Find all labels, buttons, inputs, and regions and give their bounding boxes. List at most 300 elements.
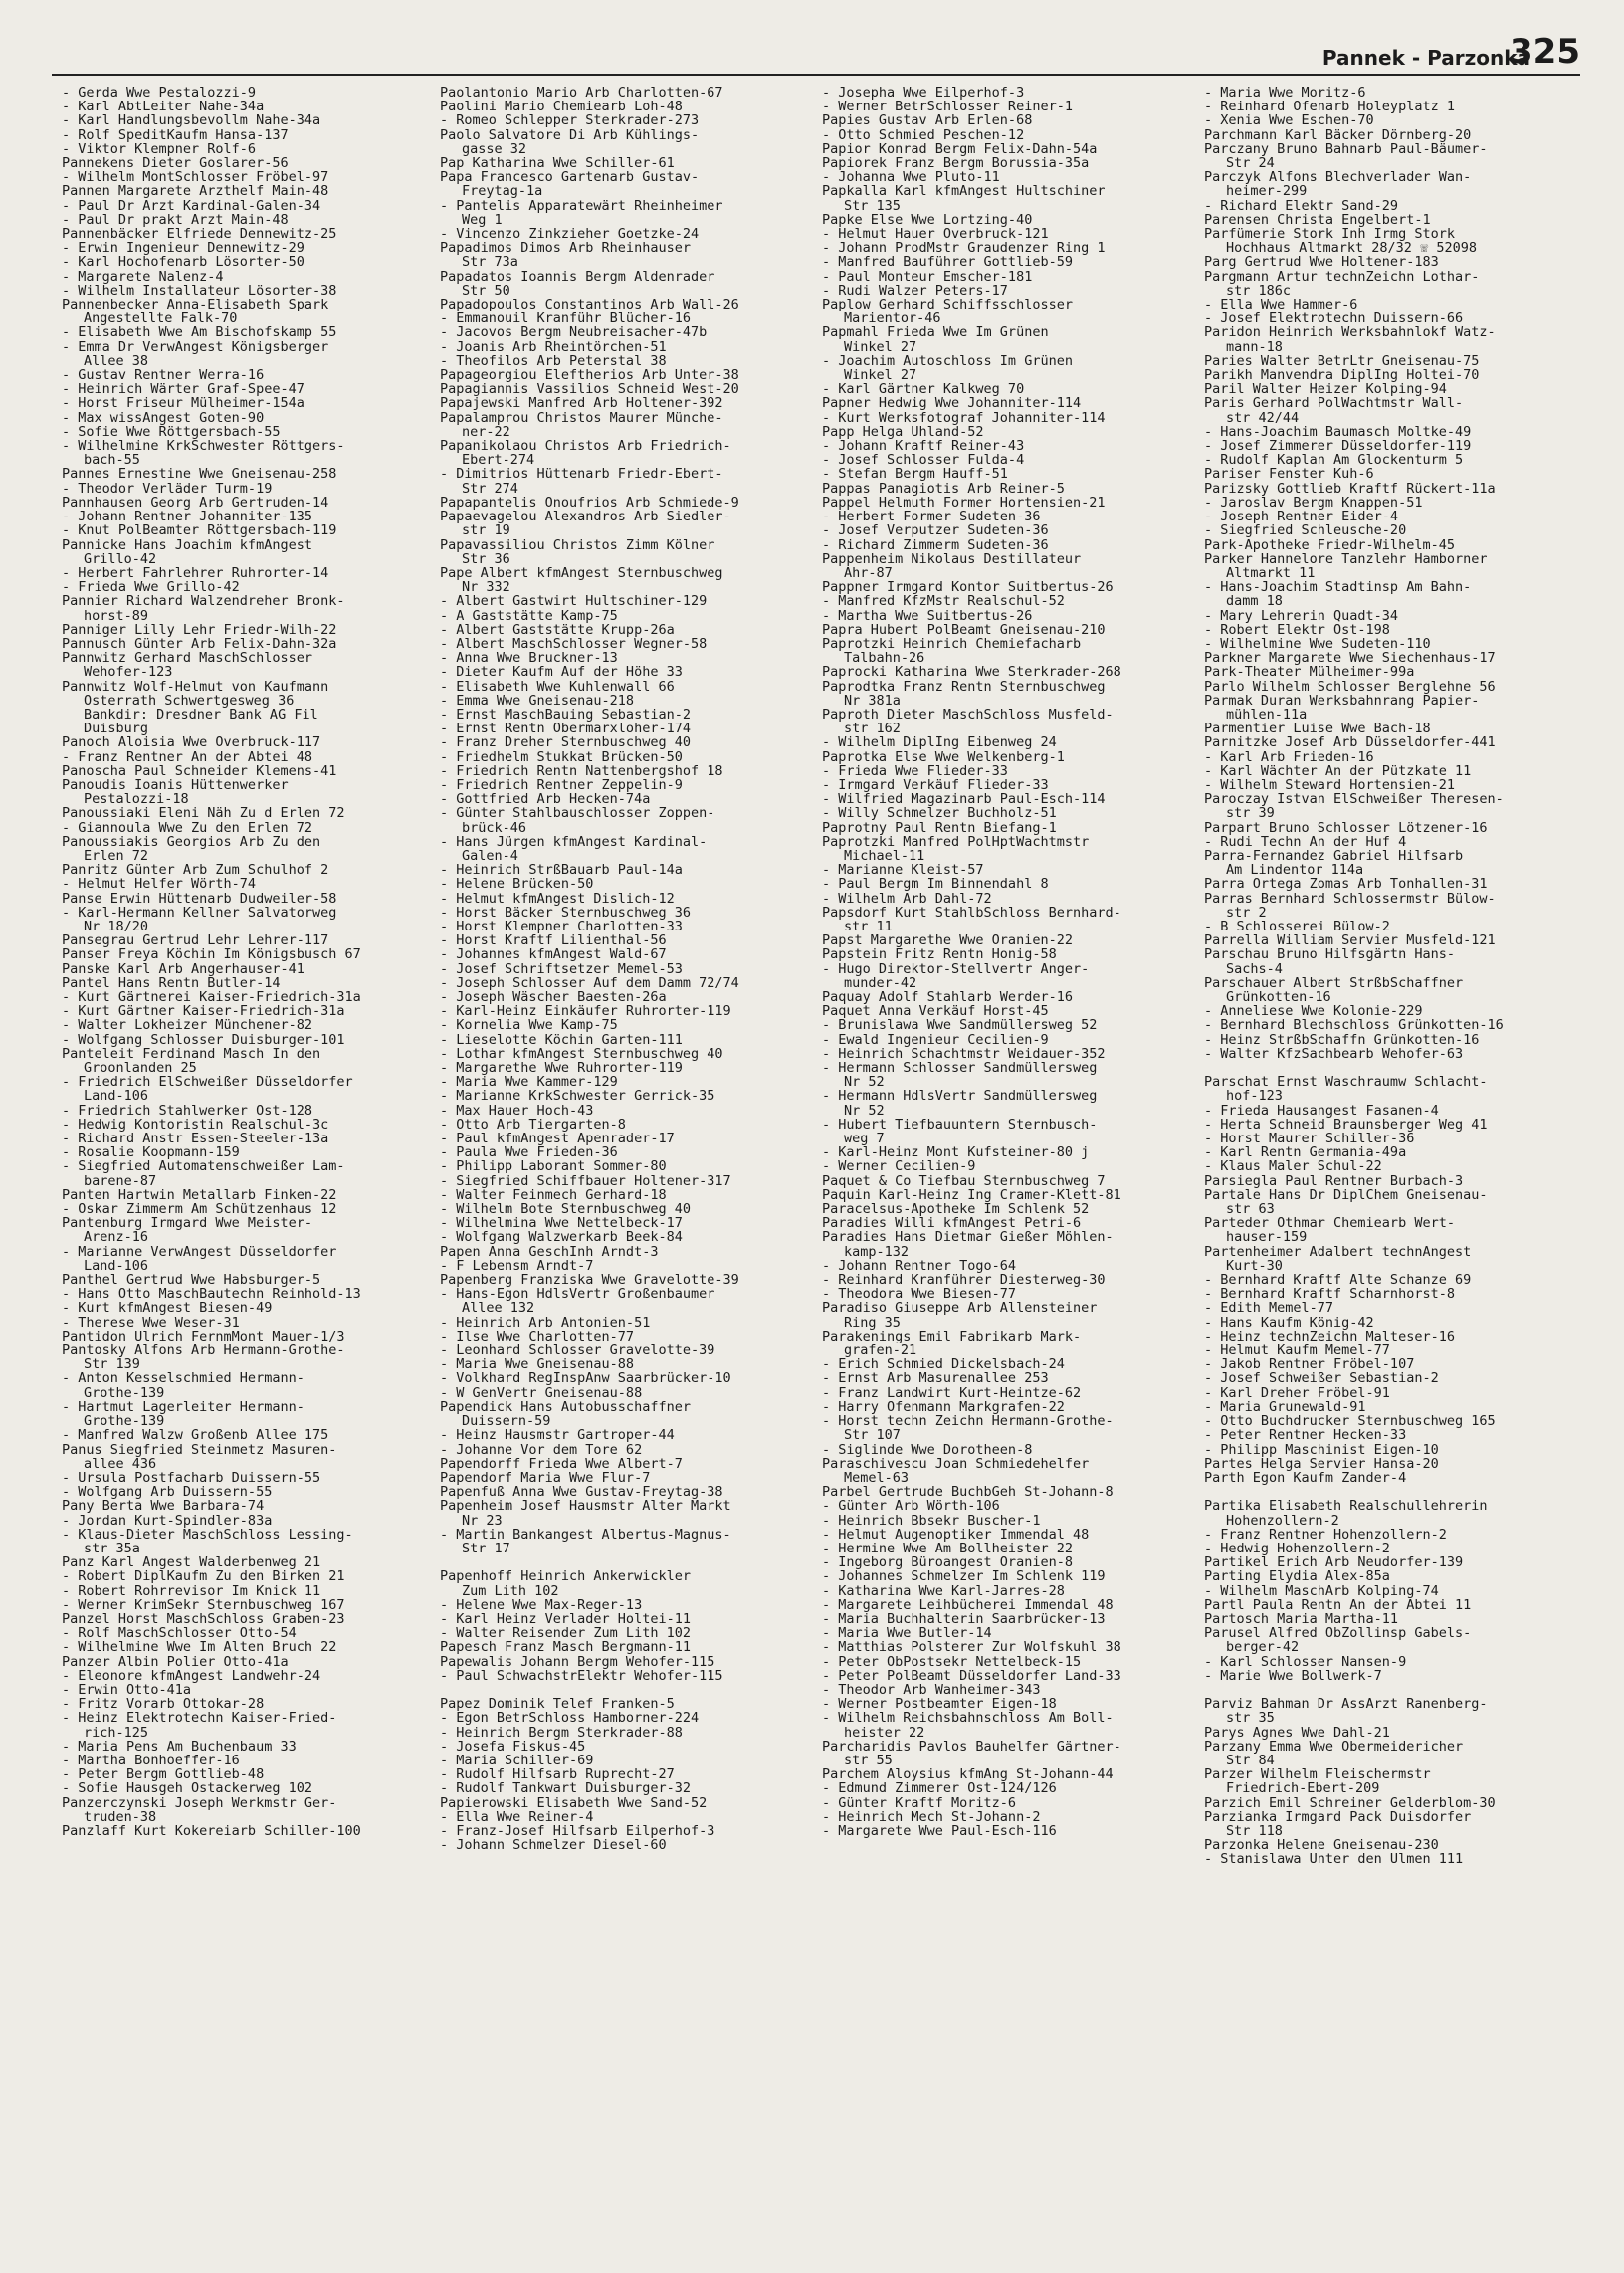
directory-entry: - Harry Ofenmann Markgrafen-22 [822,1399,1065,1415]
directory-entry: Paquet & Co Tiefbau Sternbuschweg 7 [822,1173,1106,1188]
directory-entry: weg 7 [844,1132,885,1146]
directory-entry: - Klaus-Dieter MaschSchloss Lessing- [62,1527,353,1542]
directory-entry: Paplow Gerhard Schiffsschlosser [822,298,1073,312]
directory-entry: Nr 23 [462,1513,503,1528]
directory-entry: - Wilhelm MaschArb Kolping-74 [1204,1583,1439,1598]
directory-entry: - Emma Dr VerwAngest Königsberger [62,339,329,354]
directory-entry: Parzany Emma Wwe Obermeidericher [1204,1739,1464,1754]
directory-entry [440,1555,810,1569]
directory-entry: - Maria Buchhalterin Saarbrücker-13 [822,1611,1106,1627]
directory-entry [1204,1485,1574,1499]
directory-entry: Papa Francesco Gartenarb Gustav- [440,170,700,185]
directory-entry: - Rolf MaschSchlosser Otto-54 [62,1626,297,1641]
directory-entry: Ahr-87 [844,565,893,581]
directory-entry: Angestellte Falk-70 [84,311,238,326]
directory-entry: Parizsky Gottlieb Kraftf Rückert-11a [1204,481,1496,496]
directory-entry: Partosch Maria Martha-11 [1204,1611,1399,1627]
directory-entry: - Kurt Werksfotograf Johanniter-114 [822,410,1106,425]
directory-entry: - Paul Dr prakt Arzt Main-48 [62,212,289,228]
directory-entry: - Rudolf Tankwart Duisburger-32 [440,1781,691,1796]
directory-entry: Papst Margarethe Wwe Oranien-22 [822,933,1073,948]
directory-entry: - Johann Rentner Togo-64 [822,1258,1017,1274]
directory-entry: - Helmut Augenoptiker Immendal 48 [822,1527,1090,1542]
directory-entry: - Maria Wwe Gneisenau-88 [440,1357,635,1372]
directory-entry: Partale Hans Dr DiplChem Gneisenau- [1204,1187,1488,1203]
directory-entry: - Heinz Hausmstr Gartroper-44 [440,1428,675,1443]
directory-entry: Parschat Ernst Waschraumw Schlacht- [1204,1075,1488,1090]
directory-column-4 [1204,86,1574,1867]
directory-entry: - Martha Bonhoeffer-16 [62,1753,240,1768]
directory-entry: - Richard Zimmerm Sudeten-36 [822,537,1049,552]
directory-entry: - Elisabeth Wwe Am Bischofskamp 55 [62,325,337,340]
directory-entry: Paroczay Istvan ElSchweißer Theresen- [1204,792,1504,807]
directory-entry: Papner Hedwig Wwe Johanniter-114 [822,396,1082,411]
directory-entry: Str 50 [462,283,510,299]
directory-entry: - Horst Kraftf Lilienthal-56 [440,933,667,948]
directory-entry: - Werner BetrSchlosser Reiner-1 [822,100,1073,114]
directory-entry: Paquay Adolf Stahlarb Werder-16 [822,990,1073,1005]
directory-entry: Papagiannis Vassilios Schneid West-20 [440,382,739,397]
directory-entry: Paril Walter Heizer Kolping-94 [1204,382,1447,397]
directory-entry: mann-18 [1226,339,1283,354]
directory-entry: - Albert Gastwirt Hultschiner-129 [440,594,708,609]
directory-entry: Str 274 [462,481,518,496]
directory-entry: damm 18 [1226,594,1283,609]
directory-entry: - Marie Wwe Bollwerk-7 [1204,1668,1382,1683]
page-header [52,30,1580,76]
directory-entry: - Albert MaschSchlosser Wegner-58 [440,636,708,652]
directory-entry: Partika Elisabeth Realschullehrerin [1204,1499,1488,1514]
directory-entry: - Wilhelm MontSchlosser Fröbel-97 [62,170,329,185]
directory-entry: Parmentier Luise Wwe Bach-18 [1204,722,1431,736]
directory-entry: Papenhoff Heinrich Ankerwickler [440,1569,691,1584]
directory-entry: - Lieselotte Köchin Garten-111 [440,1032,683,1047]
directory-entry: - Rolf SpeditKaufm Hansa-137 [62,127,289,142]
directory-entry: - Paul Bergm Im Binnendahl 8 [822,877,1049,892]
directory-entry: - Horst Bäcker Sternbuschweg 36 [440,905,691,920]
directory-entry: - Anneliese Wwe Kolonie-229 [1204,1004,1423,1019]
directory-entry: Pantidon Ulrich FernmMont Mauer-1/3 [62,1329,345,1344]
directory-entry: - Wilhelmine Wwe Sudeten-110 [1204,636,1431,652]
directory-entry: - Peter Bergm Gottlieb-48 [62,1767,265,1782]
directory-entry: Weg 1 [462,212,503,228]
directory-entry: - Emma Wwe Gneisenau-218 [440,693,635,708]
directory-entry: Bankdir: Dresdner Bank AG Fil [84,707,318,723]
directory-entry: Panzerczynski Joseph Werkmstr Ger- [62,1795,337,1810]
directory-entry: Parviz Bahman Dr AssArzt Ranenberg- [1204,1697,1488,1712]
directory-entry: - Dieter Kaufm Auf der Höhe 33 [440,665,683,680]
directory-entry: Parzer Wilhelm Fleischermstr [1204,1767,1431,1782]
directory-entry: - Max wissAngest Goten-90 [62,410,265,425]
directory-entry: Panoussiakis Georgios Arb Zu den [62,834,321,849]
directory-entry: - Herbert Former Sudeten-36 [822,510,1041,524]
directory-entry: - Josef Schweißer Sebastian-2 [1204,1371,1439,1386]
directory-entry: - Albert Gaststätte Krupp-26a [440,622,675,637]
directory-entry: - Franz Dreher Sternbuschweg 40 [440,735,691,750]
directory-entry: - Johann Kraftf Reiner-43 [822,439,1025,454]
directory-entry: Panzlaff Kurt Kokereiarb Schiller-100 [62,1823,361,1839]
directory-entry: Nr 52 [844,1103,885,1118]
directory-entry: Panus Siegfried Steinmetz Masuren- [62,1442,337,1457]
directory-entry: - Oskar Zimmerm Am Schützenhaus 12 [62,1202,337,1217]
directory-entry: - Egon BetrSchloss Hamborner-224 [440,1711,700,1726]
directory-entry: - Paula Wwe Frieden-36 [440,1145,618,1160]
directory-entry: Sachs-4 [1226,961,1283,976]
directory-entry: Parys Agnes Wwe Dahl-21 [1204,1725,1390,1740]
directory-entry: - Horst Klempner Charlotten-33 [440,919,683,934]
directory-entry: - Edith Memel-77 [1204,1301,1334,1316]
directory-entry: - Ursula Postfacharb Duissern-55 [62,1470,321,1486]
directory-entry: - Theodora Wwe Biesen-77 [822,1287,1017,1302]
directory-entry: Panske Karl Arb Angerhauser-41 [62,961,304,976]
directory-entry: - Johannes Schmelzer Im Schlenk 119 [822,1569,1106,1584]
directory-entry: Str 17 [462,1541,510,1556]
directory-entry: - Pantelis Apparatewärt Rheinheimer [440,198,723,213]
directory-entry: Parrella William Servier Musfeld-121 [1204,933,1496,948]
directory-entry: - Romeo Schlepper Sterkrader-273 [440,113,700,128]
directory-entry: Str 24 [1226,156,1275,171]
directory-entry: Panthel Gertrud Wwe Habsburger-5 [62,1273,321,1288]
directory-entry: - Hans-Joachim Stadtinsp Am Bahn- [1204,580,1472,595]
directory-entry: Papsdorf Kurt StahlbSchloss Bernhard- [822,905,1121,920]
directory-entry: Panritz Günter Arb Zum Schulhof 2 [62,863,329,878]
directory-entry: Papendorf Maria Wwe Flur-7 [440,1470,651,1486]
directory-entry: Paprotka Else Wwe Welkenberg-1 [822,749,1065,764]
directory-entry: str 42/44 [1226,410,1300,425]
directory-entry: - Heinrich Mech St-Johann-2 [822,1809,1041,1824]
directory-entry: - Maria Pens Am Buchenbaum 33 [62,1739,297,1754]
directory-entry: - Knut PolBeamter Röttgersbach-119 [62,523,337,538]
directory-entry: str 39 [1226,806,1275,821]
directory-entry: Parting Elydia Alex-85a [1204,1569,1390,1584]
directory-entry: str 55 [844,1753,893,1768]
directory-entry: Pany Berta Wwe Barbara-74 [62,1499,265,1514]
directory-entry: Parzonka Helene Gneisenau-230 [1204,1838,1439,1853]
directory-entry: - Irmgard Verkäuf Flieder-33 [822,777,1049,793]
directory-entry: Papen Anna GeschInh Arndt-3 [440,1244,659,1259]
directory-entry: - Willy Schmelzer Buchholz-51 [822,806,1057,821]
directory-entry: - Joseph Wäscher Baesten-26a [440,990,667,1005]
directory-entry: Pariser Fenster Kuh-6 [1204,467,1374,482]
directory-entry: Paridon Heinrich Werksbahnlokf Watz- [1204,325,1496,340]
directory-entry: Str 139 [84,1357,140,1372]
directory-entry: - Maria Wwe Kammer-129 [440,1075,618,1090]
directory-entry: - Werner KrimSekr Sternbuschweg 167 [62,1597,345,1612]
directory-entry: Papies Gustav Arb Erlen-68 [822,113,1033,128]
directory-entry: - Martha Wwe Suitbertus-26 [822,608,1033,623]
directory-entry: - Werner Cecilien-9 [822,1159,976,1174]
directory-entry: - Robert DiplKaufm Zu den Birken 21 [62,1569,345,1584]
directory-entry: - Günter Arb Wörth-106 [822,1499,1000,1514]
directory-entry: - Hubert Tiefbauuntern Sternbusch- [822,1117,1098,1133]
directory-entry: - Josef Elektrotechn Duissern-66 [1204,311,1464,326]
directory-entry: Papkalla Karl kfmAngest Hultschiner [822,184,1106,199]
directory-entry: - Wolfgang Arb Duissern-55 [62,1485,273,1500]
directory-entry: - Friedrich Stahlwerker Ost-128 [62,1103,312,1118]
directory-entry: Paolini Mario Chemiearb Loh-48 [440,100,683,114]
directory-entry: - Walter Reisender Zum Lith 102 [440,1626,691,1641]
directory-entry: Parpart Bruno Schlosser Lötzener-16 [1204,820,1488,835]
directory-entry: Str 36 [462,551,510,566]
directory-entry: - Wilhelmine Wwe Im Alten Bruch 22 [62,1640,337,1655]
directory-entry: - Bernhard Kraftf Alte Schanze 69 [1204,1273,1472,1288]
directory-entry: - Ella Wwe Hammer-6 [1204,298,1358,312]
directory-entry: Parras Bernhard Schlossermstr Bülow- [1204,891,1496,906]
directory-entry: Paolo Salvatore Di Arb Kühlings- [440,127,700,142]
directory-entry: Parteder Othmar Chemiearb Wert- [1204,1216,1455,1231]
directory-entry: Papavassiliou Christos Zimm Kölner [440,537,715,552]
directory-entry: Papesch Franz Masch Bergmann-11 [440,1640,691,1655]
directory-entry: - Max Hauer Hoch-43 [440,1103,594,1118]
directory-entry [1204,1061,1574,1075]
directory-entry: Pannen Margarete Arzthelf Main-48 [62,184,329,199]
directory-entry: Altmarkt 11 [1226,565,1316,581]
directory-entry: - Johann Schmelzer Diesel-60 [440,1838,667,1853]
directory-entry: Groonlanden 25 [84,1061,197,1076]
directory-entry: - Peter ObPostsekr Nettelbeck-15 [822,1654,1082,1669]
directory-entry: - Karl Handlungsbevollm Nahe-34a [62,113,321,128]
directory-entry: - Karl-Hermann Kellner Salvatorweg [62,905,337,920]
directory-entry: Paprocki Katharina Wwe Sterkrader-268 [822,665,1121,680]
directory-entry: Parg Gertrud Wwe Holtener-183 [1204,255,1439,270]
directory-entry: Parsiegla Paul Rentner Burbach-3 [1204,1173,1464,1188]
directory-entry: - Erwin Ingenieur Dennewitz-29 [62,241,304,256]
directory-entry: mühlen-11a [1226,707,1308,723]
directory-entry: Paprotzki Heinrich Chemiefacharb [822,636,1082,652]
directory-entry: - Bernhard Kraftf Scharnhorst-8 [1204,1287,1455,1302]
directory-entry: - Frieda Wwe Flieder-33 [822,763,1008,778]
directory-entry: - Siegfried Schleusche-20 [1204,523,1407,538]
directory-entry: Parschauer Albert StrßbSchaffner [1204,975,1464,990]
directory-entry: kamp-132 [844,1244,910,1259]
directory-entry: - Josef Verputzer Sudeten-36 [822,523,1049,538]
directory-entry: berger-42 [1226,1640,1300,1655]
directory-entry: Pargmann Artur technZeichn Lothar- [1204,269,1480,284]
directory-entry: - Reinhard Kranführer Diesterweg-30 [822,1273,1106,1288]
directory-entry: - Gustav Rentner Werra-16 [62,368,265,383]
directory-entry: str 35a [84,1541,140,1556]
directory-entry: - Xenia Wwe Eschen-70 [1204,113,1374,128]
directory-entry: - Walter Feinmech Gerhard-18 [440,1187,667,1203]
directory-entry: Paprotny Paul Rentn Biefang-1 [822,820,1057,835]
directory-entry: - Marianne KrkSchwester Gerrick-35 [440,1089,715,1104]
directory-entry: - Josef Schriftsetzer Memel-53 [440,961,683,976]
directory-entry: Parchem Aloysius kfmAng St-Johann-44 [822,1767,1114,1782]
directory-entry: - Margarete Wwe Paul-Esch-116 [822,1823,1057,1839]
directory-entry: Pantenburg Irmgard Wwe Meister- [62,1216,312,1231]
directory-entry: Papendick Hans Autobusschaffner [440,1399,691,1415]
directory-entry: - Horst Friseur Mülheimer-154a [62,396,304,411]
directory-entry: Pannekens Dieter Goslarer-56 [62,156,289,171]
directory-entry: Pappas Panagiotis Arb Reiner-5 [822,481,1065,496]
directory-entry: Hochhaus Altmarkt 28/32 ☏ 52098 [1226,241,1477,256]
directory-entry: - Wilhelm DiplIng Eibenweg 24 [822,735,1057,750]
directory-entry: - Stanislawa Unter den Ulmen 111 [1204,1852,1464,1867]
directory-entry: - Eleonore kfmAngest Landwehr-24 [62,1668,321,1683]
directory-entry: - Horst Maurer Schiller-36 [1204,1132,1415,1146]
directory-entry: Pannes Ernestine Wwe Gneisenau-258 [62,467,337,482]
directory-entry: - Karl Rentn Germania-49a [1204,1145,1407,1160]
directory-entry: Pap Katharina Wwe Schiller-61 [440,156,675,171]
directory-entry: Panzel Horst MaschSchloss Graben-23 [62,1611,345,1627]
directory-entry: - Johann ProdMstr Graudenzer Ring 1 [822,241,1106,256]
directory-entry: - Günter Kraftf Moritz-6 [822,1795,1017,1810]
directory-entry: munder-42 [844,975,917,990]
directory-entry: Papendorff Frieda Wwe Albert-7 [440,1456,683,1471]
directory-entry: Parth Egon Kaufm Zander-4 [1204,1470,1407,1486]
directory-entry: - Bernhard Blechschloss Grünkotten-16 [1204,1018,1504,1033]
directory-entry: - Heinrich Wärter Graf-Spee-47 [62,382,304,397]
directory-entry: - Heinrich StrßBauarb Paul-14a [440,863,683,878]
directory-entry: - Erwin Otto-41a [62,1682,192,1698]
directory-entry: Hohenzollern-2 [1226,1513,1339,1528]
directory-entry: Papenberg Franziska Wwe Gravelotte-39 [440,1273,739,1288]
directory-entry: - Ewald Ingenieur Cecilien-9 [822,1032,1049,1047]
directory-entry: Partl Paula Rentn An der Abtei 11 [1204,1597,1472,1612]
directory-entry: Paolantonio Mario Arb Charlotten-67 [440,86,723,101]
directory-entry: str 162 [844,722,901,736]
directory-entry: - Otto Arb Tiergarten-8 [440,1117,626,1133]
directory-entry: - Marianne VerwAngest Düsseldorfer [62,1244,337,1259]
directory-entry: - Rosalie Koopmann-159 [62,1145,240,1160]
directory-entry: - Anton Kesselschmied Hermann- [62,1371,304,1386]
directory-entry: Nr 381a [844,693,901,708]
directory-entry: - Robert Rohrrevisor Im Knick 11 [62,1583,321,1598]
directory-entry: - Richard Elektr Sand-29 [1204,198,1399,213]
directory-entry: Str 84 [1226,1753,1275,1768]
directory-entry: truden-38 [84,1809,157,1824]
directory-entry: Duissern-59 [462,1414,551,1429]
directory-entry: barene-87 [84,1173,157,1188]
directory-entry: Papierowski Elisabeth Wwe Sand-52 [440,1795,708,1810]
directory-entry: str 2 [1226,905,1267,920]
directory-entry: - Heinrich Arb Antonien-51 [440,1315,651,1330]
directory-entry: Pantel Hans Rentn Butler-14 [62,975,281,990]
directory-entry: Arenz-16 [84,1230,149,1245]
directory-entry: - Günter Stahlbauschlosser Zoppen- [440,806,715,821]
directory-entry: - Frieda Hausangest Fasanen-4 [1204,1103,1439,1118]
directory-entry: Papanikolaou Christos Arb Friedrich- [440,439,731,454]
directory-column-3 [822,86,1192,1838]
directory-column-1 [62,86,432,1838]
directory-entry: - Hans Kaufm König-42 [1204,1315,1374,1330]
directory-entry: - Siegfried Automatenschweißer Lam- [62,1159,345,1174]
directory-entry: Papenfuß Anna Wwe Gustav-Freytag-38 [440,1485,723,1500]
directory-entry: - Heinrich Schachtmstr Weidauer-352 [822,1046,1106,1062]
header-name-range: Pannek - Parzonka [1321,46,1530,70]
directory-entry: - Karl Schlosser Nansen-9 [1204,1654,1407,1669]
directory-entry: - Werner Postbeamter Eigen-18 [822,1697,1057,1712]
directory-entry: Nr 52 [844,1075,885,1090]
directory-entry: Papalamprou Christos Maurer Münche- [440,410,723,425]
directory-entry: heimer-299 [1226,184,1308,199]
directory-entry: Papapantelis Onoufrios Arb Schmiede-9 [440,495,739,511]
directory-entry: - Hedwig Kontoristin Realschul-3c [62,1117,329,1133]
directory-entry: - Kornelia Wwe Kamp-75 [440,1018,618,1033]
directory-entry: - Theofilos Arb Peterstal 38 [440,353,667,369]
directory-entry: - Helmut Helfer Wörth-74 [62,877,257,892]
directory-entry: Panse Erwin Hüttenarb Dudweiler-58 [62,891,337,906]
directory-entry: - Johannes kfmAngest Wald-67 [440,947,667,962]
directory-entry: Parkner Margarete Wwe Siechenhaus-17 [1204,651,1496,666]
directory-entry: str 35 [1226,1711,1275,1726]
directory-entry [440,1683,810,1697]
directory-entry: - Karl-Heinz Mont Kufsteiner-80 j [822,1145,1090,1160]
directory-entry: - Philipp Maschinist Eigen-10 [1204,1442,1439,1457]
directory-entry: - Herbert Fahrlehrer Ruhrorter-14 [62,565,329,581]
directory-entry: Ring 35 [844,1315,901,1330]
directory-entry: - Ilse Wwe Charlotten-77 [440,1329,635,1344]
directory-entry: Am Lindentor 114a [1226,863,1364,878]
directory-entry: - Wilhelm Steward Hortensien-21 [1204,777,1455,793]
directory-entry: - Josef Schlosser Fulda-4 [822,453,1025,468]
directory-entry: - Therese Wwe Weser-31 [62,1315,240,1330]
directory-entry: Papaevagelou Alexandros Arb Siedler- [440,510,731,524]
directory-entry: str 19 [462,523,510,538]
directory-entry: - Viktor Klempner Rolf-6 [62,141,257,157]
directory-entry: - Johann Rentner Johanniter-135 [62,510,312,524]
directory-entry: - Karl Hochofenarb Lösorter-50 [62,255,304,270]
directory-entry: - Hans Jürgen kfmAngest Kardinal- [440,834,708,849]
directory-entry: Paries Walter BetrLtr Gneisenau-75 [1204,353,1480,369]
directory-entry: Papstein Fritz Rentn Honig-58 [822,947,1057,962]
directory-entry: - Emmanouil Kranführ Blücher-16 [440,311,691,326]
directory-entry: - Siegfried Schiffbauer Holtener-317 [440,1173,731,1188]
directory-entry: - Heinrich Bbsekr Buscher-1 [822,1513,1041,1528]
directory-entry: Osterrath Schwertgesweg 36 [84,693,295,708]
directory-entry: Panoussiaki Eleni Näh Zu d Erlen 72 [62,806,345,821]
directory-entry: Pannenbäcker Elfriede Dennewitz-25 [62,227,337,242]
directory-entry: Paquin Karl-Heinz Ing Cramer-Klett-81 [822,1187,1121,1203]
directory-entry: - Heinz Elektrotechn Kaiser-Fried- [62,1711,337,1726]
directory-entry: - Jakob Rentner Fröbel-107 [1204,1357,1415,1372]
directory-entry: - Manfred Bauführer Gottlieb-59 [822,255,1073,270]
directory-entry: Panser Freya Köchin Im Königsbusch 67 [62,947,361,962]
directory-entry: Paradiso Giuseppe Arb Allensteiner [822,1301,1098,1316]
directory-entry: Pappel Helmuth Former Hortensien-21 [822,495,1106,511]
directory-entry: str 186c [1226,283,1292,299]
directory-entry: Parczyk Alfons Blechverlader Wan- [1204,170,1472,185]
directory-entry: - Siglinde Wwe Dorotheen-8 [822,1442,1033,1457]
directory-entry: - Hermine Wwe Am Bollheister 22 [822,1541,1073,1556]
directory-entry: rich-125 [84,1725,149,1740]
directory-entry: - Kurt Gärtnerei Kaiser-Friedrich-31a [62,990,361,1005]
directory-entry: - Joseph Rentner Eider-4 [1204,510,1399,524]
directory-entry: - Heinz technZeichn Malteser-16 [1204,1329,1455,1344]
directory-entry: - Mary Lehrerin Quadt-34 [1204,608,1399,623]
directory-entry: - Giannoula Wwe Zu den Erlen 72 [62,820,312,835]
directory-entry: - Robert Elektr Ost-198 [1204,622,1390,637]
directory-entry: Pannwitz Wolf-Helmut von Kaufmann [62,679,329,694]
directory-entry: - Ernst Rentn Obermarxloher-174 [440,722,691,736]
directory-entry: - Wilfried Magazinarb Paul-Esch-114 [822,792,1106,807]
directory-entry: Parmak Duran Werksbahnrang Papier- [1204,693,1480,708]
directory-entry: - Wilhelm Installateur Lösorter-38 [62,283,337,299]
directory-entry: Parbel Gertrude BuchbGeh St-Johann-8 [822,1485,1114,1500]
directory-entry: - Franz Rentner An der Abtei 48 [62,749,312,764]
directory-entry: Str 107 [844,1428,901,1443]
directory-entry: Paracelsus-Apotheke Im Schlenk 52 [822,1202,1090,1217]
directory-entry: Parczany Bruno Bahnarb Paul-Bäumer- [1204,141,1488,157]
directory-entry: Paprodtka Franz Rentn Sternbuschweg [822,679,1106,694]
directory-entry: Talbahn-26 [844,651,925,666]
directory-entry: brück-46 [462,820,527,835]
directory-entry: - Wilhelmine KrkSchwester Röttgers- [62,439,345,454]
directory-entry: - Karl Heinz Verlader Holtei-11 [440,1611,691,1627]
directory-entry: - Joanis Arb Rheintörchen-51 [440,339,667,354]
directory-entry: Panoch Aloisia Wwe Overbruck-117 [62,735,321,750]
directory-entry: - Richard Anstr Essen-Steeler-13a [62,1132,329,1146]
